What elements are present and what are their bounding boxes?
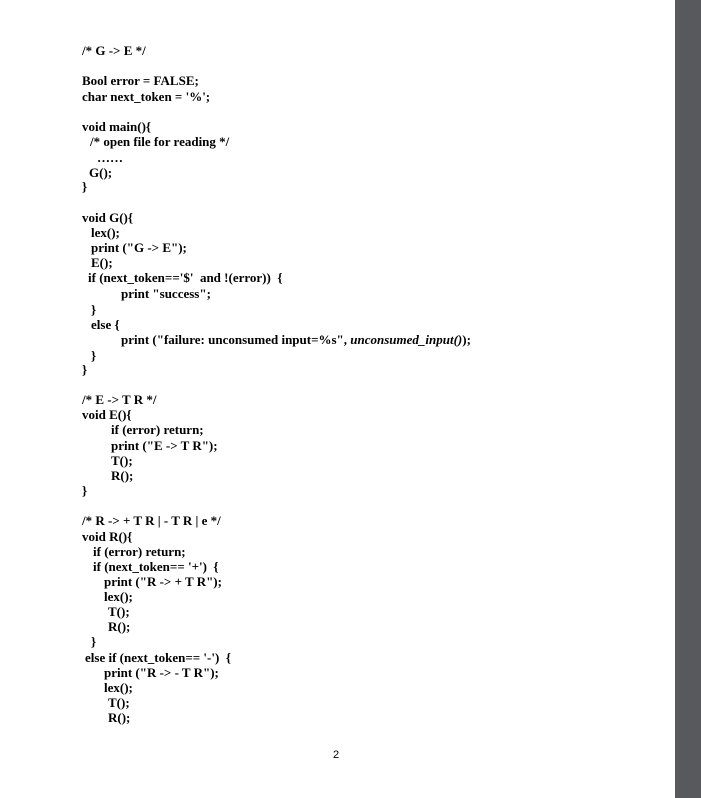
code-line: } (91, 634, 97, 649)
code-line: } (91, 302, 97, 317)
code-line: if (next_token== '+') { (93, 559, 219, 574)
code-line: void main(){ (82, 119, 152, 134)
code-line: print ("G -> E"); (91, 240, 187, 255)
code-line: E(); (91, 255, 113, 270)
code-line: } (91, 348, 97, 363)
code-line: print ("R -> - T R"); (104, 665, 219, 680)
code-line: } (82, 483, 88, 498)
code-line: print ("E -> T R"); (111, 438, 218, 453)
code-line (121, 332, 471, 347)
code-line: else { (91, 317, 120, 332)
code-line: Bool error = FALSE; (82, 73, 199, 88)
code-line: lex(); (91, 225, 120, 240)
code-line: if (error) return; (111, 422, 204, 437)
code-line: void G(){ (82, 210, 133, 225)
code-line: …… (97, 150, 123, 165)
code-text: ); (462, 332, 471, 347)
page-number: 2 (333, 749, 340, 761)
code-text: print ("failure: unconsumed input=%s", (121, 332, 351, 347)
code-line: print ("R -> + T R"); (104, 574, 222, 589)
code-line: R(); (108, 710, 131, 725)
code-line: if (error) return; (93, 544, 186, 559)
code-line: T(); (108, 695, 130, 710)
code-line: /* open file for reading */ (90, 134, 230, 149)
code-line: G(); (89, 165, 113, 180)
code-line: else if (next_token== '-') { (85, 650, 231, 665)
code-line: void E(){ (82, 407, 132, 422)
code-line: R(); (111, 468, 134, 483)
code-line: /* E -> T R */ (82, 392, 157, 407)
code-line: print "success"; (121, 286, 211, 301)
code-line: T(); (108, 604, 130, 619)
code-line: lex(); (104, 589, 133, 604)
code-line: char next_token = '%'; (82, 89, 211, 104)
code-line: /* G -> E */ (82, 43, 146, 58)
code-line: } (82, 179, 88, 194)
viewer-scrollbar-track[interactable] (675, 0, 701, 798)
code-line: } (82, 362, 88, 377)
code-line: T(); (111, 453, 133, 468)
code-line: R(); (108, 619, 131, 634)
code-line: lex(); (104, 680, 133, 695)
code-line: if (next_token=='$' and !(error)) { (88, 270, 283, 285)
code-line: /* R -> + T R | - T R | e */ (82, 513, 221, 528)
code-line: void R(){ (82, 529, 133, 544)
code-text-italic: unconsumed_input() (350, 332, 463, 347)
